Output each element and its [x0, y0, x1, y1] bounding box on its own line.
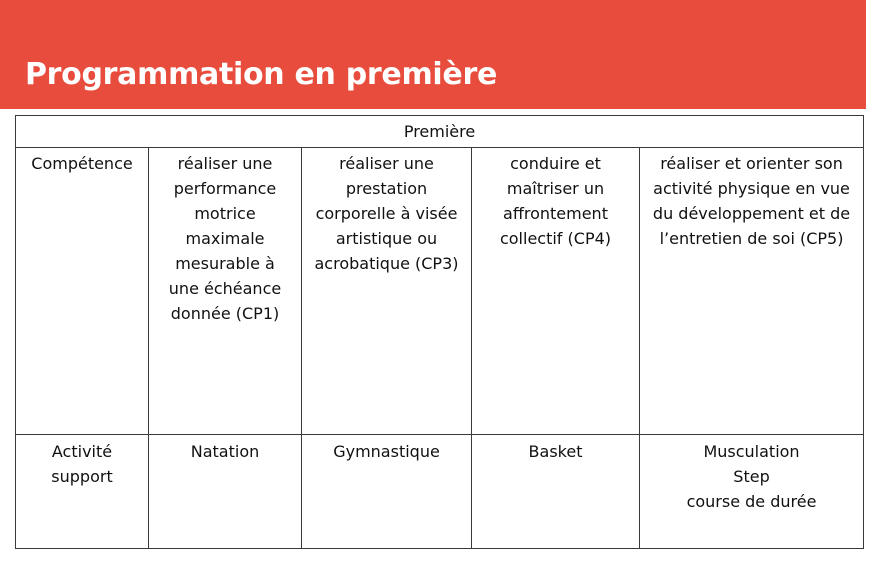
header-banner — [0, 0, 866, 109]
activite-label-line: Activité — [51, 442, 113, 461]
competence-cp3-cell: réaliser une prestation corporelle à visée artistique ou acrobatique (CP3) — [302, 148, 472, 435]
activite-label-line: support — [51, 467, 113, 486]
competence-cp1-cell: réaliser une performance motrice maximale mesurable à une échéance donnée (CP1) — [149, 148, 302, 435]
activite-cp5-line: course de durée — [686, 492, 817, 511]
activite-cp5-line: Musculation — [703, 442, 800, 461]
activite-row — [16, 435, 864, 549]
activite-cp5-cell — [640, 435, 864, 549]
activite-cp4-cell: Basket — [472, 435, 640, 549]
competence-cp5-cell: réaliser et orienter son activité physique en vue du développement et de l’entretien de soi (CP5) — [640, 148, 864, 435]
competence-row — [16, 148, 864, 435]
level-header-cell: Première — [16, 116, 864, 148]
programming-table — [15, 115, 864, 549]
activite-label-cell — [16, 435, 149, 549]
competence-label-cell: Compétence — [16, 148, 149, 435]
competence-cp4-cell: conduire et maîtriser un affrontement collectif (CP4) — [472, 148, 640, 435]
activite-cp1-cell: Natation — [149, 435, 302, 549]
activite-cp5-line: Step — [733, 467, 770, 486]
level-header-row — [16, 116, 864, 148]
page-title: Programmation en première — [25, 57, 498, 92]
activite-cp3-cell: Gymnastique — [302, 435, 472, 549]
